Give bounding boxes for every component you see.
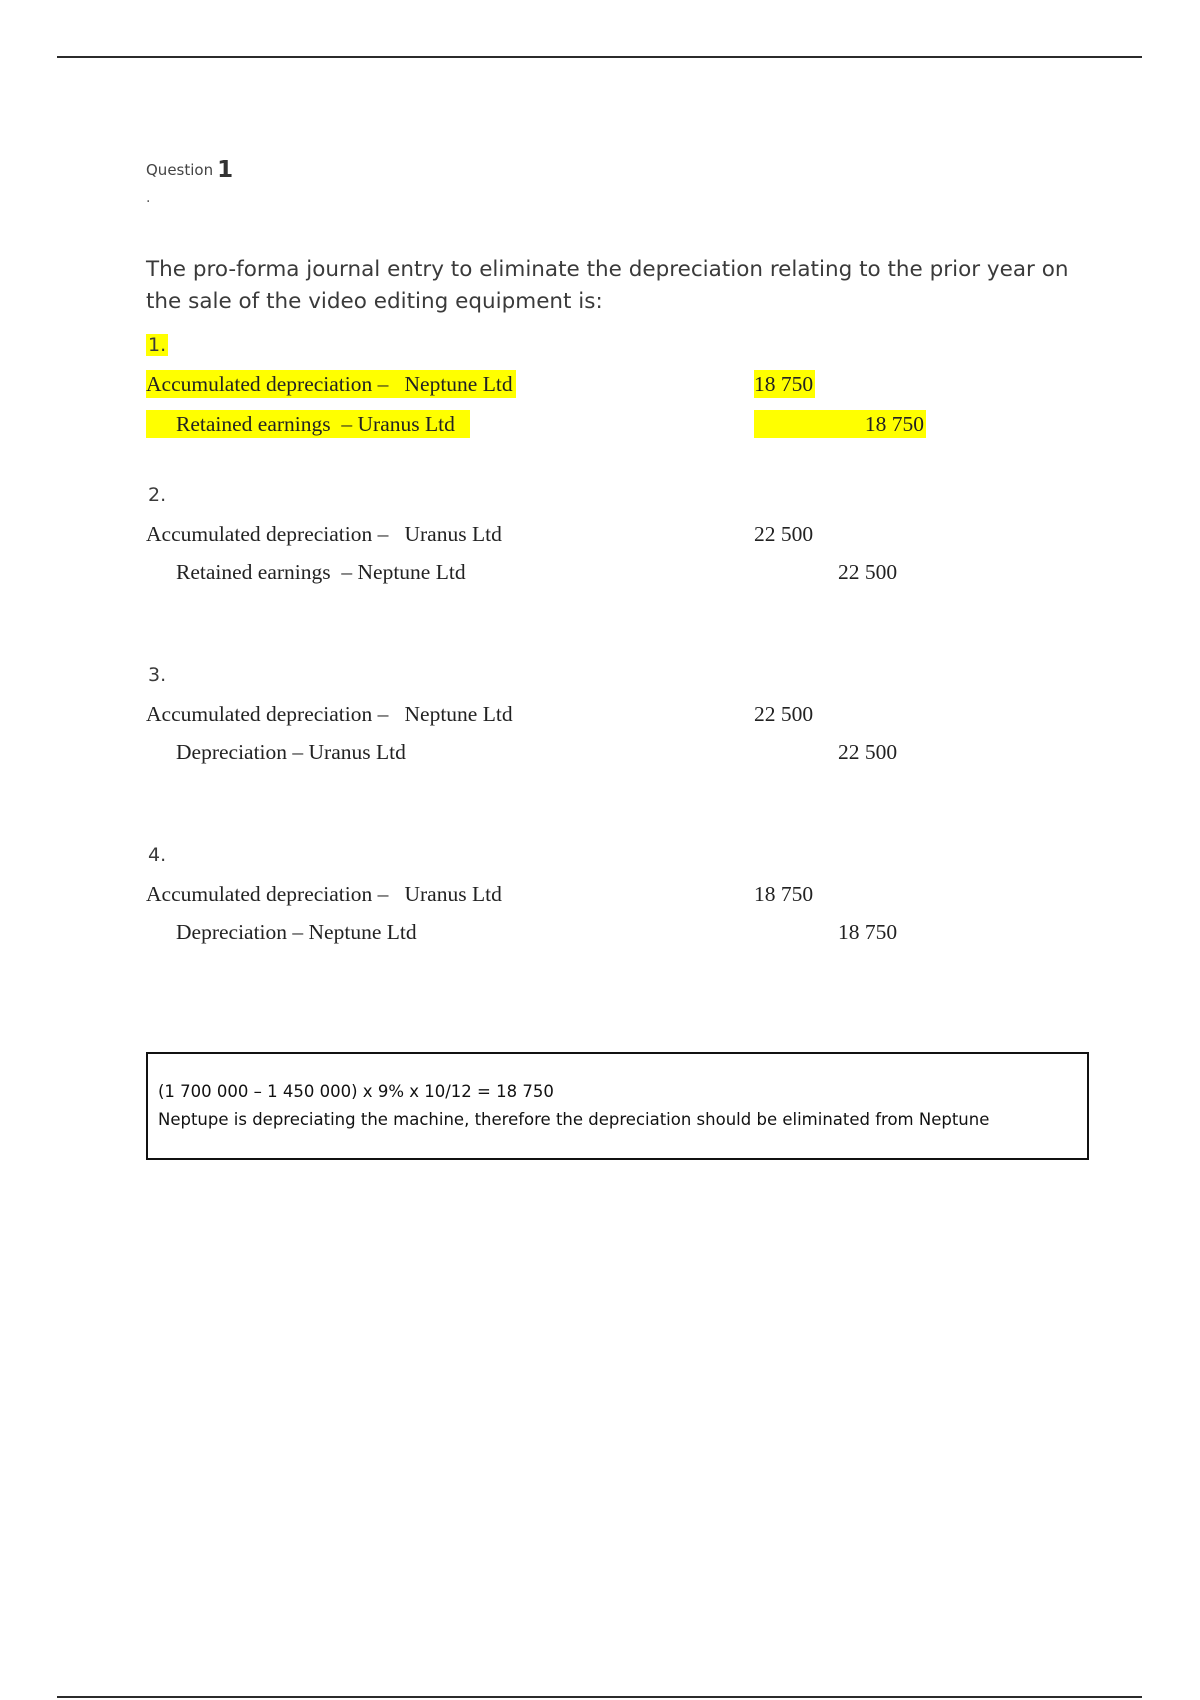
question-number: 1 — [217, 157, 234, 183]
option-number: 4. — [148, 844, 167, 866]
credit-amount: 18 750 — [838, 920, 898, 944]
debit-account: Accumulated depreciation – — [146, 702, 389, 726]
debit-company: Neptune Ltd — [404, 702, 513, 726]
credit-amount: 22 500 — [838, 560, 898, 584]
option-3[interactable] — [146, 664, 1046, 774]
option-4[interactable] — [146, 844, 1046, 954]
option-2[interactable] — [146, 484, 1046, 594]
question-label-text: Question — [146, 161, 214, 179]
question-stem: The pro-forma journal entry to eliminate the depreciation relating to the prior year on the sale of the video editing equipment is: — [146, 257, 1069, 314]
feedback-explanation: Neptupe is depreciating the machine, therefore the depreciation should be eliminated from Neptune — [158, 1110, 990, 1129]
option-number: 2. — [148, 484, 167, 506]
credit-line — [176, 918, 417, 946]
credit-amount: 22 500 — [838, 740, 898, 764]
debit-line — [146, 520, 502, 548]
credit-line — [146, 410, 470, 438]
credit-company: – Neptune Ltd — [341, 560, 466, 584]
debit-company: Uranus Ltd — [404, 882, 502, 906]
debit-account: Accumulated depreciation – — [146, 882, 389, 906]
header-rule — [57, 56, 1142, 58]
credit-account: Retained earnings — [176, 560, 331, 584]
credit-company: – Uranus Ltd — [341, 412, 455, 436]
credit-line — [176, 558, 466, 586]
feedback-box — [146, 1052, 1089, 1160]
debit-amount: 22 500 — [754, 522, 814, 546]
credit-account: Depreciation – Uranus Ltd — [176, 740, 406, 764]
footer-rule — [57, 1696, 1142, 1698]
debit-amount: 18 750 — [754, 372, 814, 396]
debit-company: Uranus Ltd — [404, 522, 502, 546]
debit-amount: 22 500 — [754, 702, 814, 726]
debit-company: Neptune Ltd — [404, 372, 513, 396]
debit-line — [146, 370, 516, 398]
debit-line — [146, 700, 513, 728]
debit-line — [146, 880, 502, 908]
debit-account: Accumulated depreciation – — [146, 522, 389, 546]
credit-account: Retained earnings — [176, 412, 331, 436]
question-label — [146, 155, 233, 181]
debit-account: Accumulated depreciation – — [146, 372, 389, 396]
question-dot: . — [146, 190, 151, 206]
credit-account: Depreciation – Neptune Ltd — [176, 920, 417, 944]
credit-line — [176, 738, 406, 766]
option-number: 3. — [148, 664, 167, 686]
credit-amount: 18 750 — [754, 410, 926, 438]
option-number: 1. — [148, 334, 167, 356]
feedback-calculation: (1 700 000 – 1 450 000) x 9% x 10/12 = 18 750 — [158, 1082, 554, 1101]
option-1[interactable] — [146, 334, 1046, 444]
debit-amount: 18 750 — [754, 882, 814, 906]
